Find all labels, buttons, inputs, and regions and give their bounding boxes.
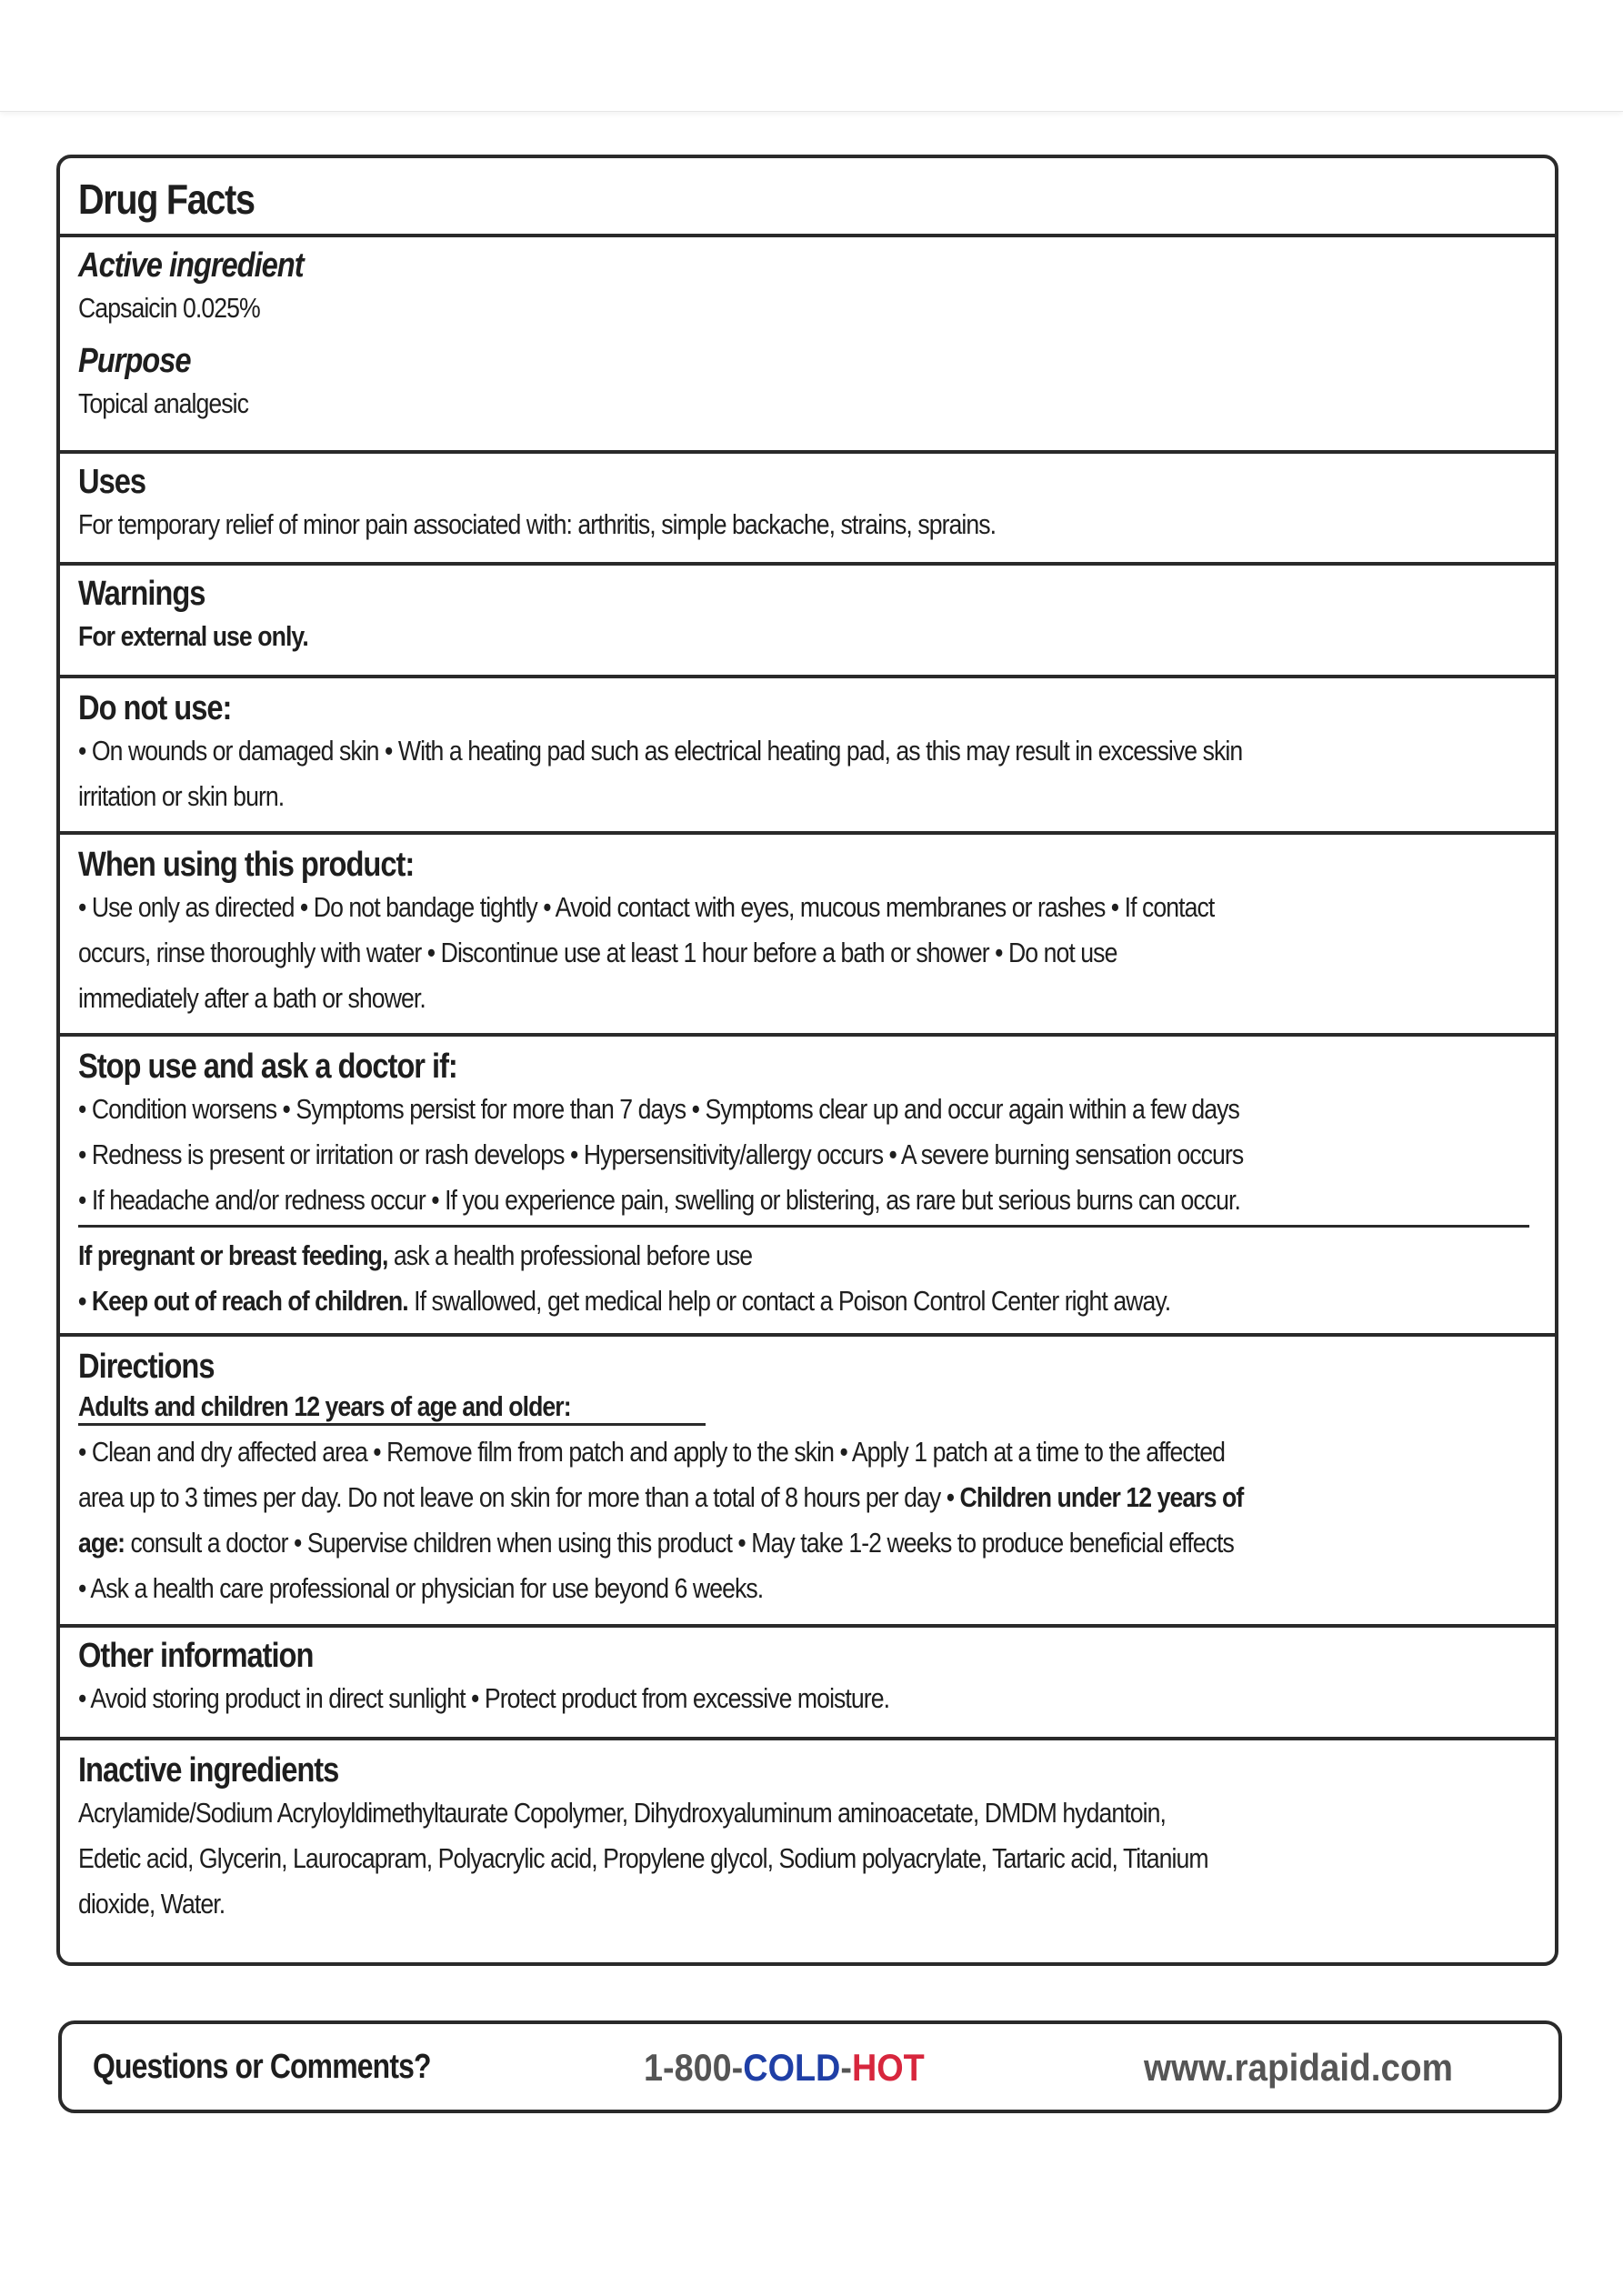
inactive-ingredients-line: dioxide, Water. xyxy=(78,1888,225,1920)
warnings-text: For external use only. xyxy=(78,620,308,652)
children-warning xyxy=(78,1278,1533,1324)
do-not-use-line: irritation or skin burn. xyxy=(78,780,285,812)
when-using-line: • Use only as directed • Do not bandage tightly • Avoid contact with eyes, mucous membranes or rashes • If contact xyxy=(78,891,1215,923)
directions-line-bold: age: xyxy=(78,1527,125,1559)
stop-use-line: • Condition worsens • Symptoms persist for more than 7 days • Symptoms clear up and occur again within a few days xyxy=(78,1093,1239,1125)
phone-hot: HOT xyxy=(851,2046,925,2089)
other-information-heading: Other information xyxy=(78,1637,314,1675)
pregnancy-warning xyxy=(78,1233,1533,1278)
do-not-use-line: • On wounds or damaged skin • With a heating pad such as electrical heating pad, as this may result in excessive skin xyxy=(78,735,1243,767)
other-information-section xyxy=(60,1628,1555,1740)
contact-label: Questions or Comments? xyxy=(93,2048,431,2086)
inactive-ingredients-line: Acrylamide/Sodium Acryloyldimethyltaurate Copolymer, Dihydroxyaluminum aminoacetate, DMDM hydantoin, xyxy=(78,1797,1166,1829)
website-link[interactable]: www.rapidaid.com xyxy=(1144,2046,1453,2089)
stop-use-line: • If headache and/or redness occur • If you experience pain, swelling or blistering, as rare but serious burns can occur. xyxy=(78,1184,1240,1216)
when-using-line: occurs, rinse thoroughly with water • Discontinue use at least 1 hour before a bath or shower • Do not use xyxy=(78,937,1117,968)
children-warning-text: If swallowed, get medical help or contact a Poison Control Center right away. xyxy=(407,1285,1171,1317)
inactive-ingredients-section xyxy=(60,1740,1555,1959)
active-ingredient-text: Capsaicin 0.025% xyxy=(78,292,260,324)
when-using-section xyxy=(60,835,1555,1037)
stop-use-section xyxy=(60,1037,1555,1337)
do-not-use-section xyxy=(60,678,1555,835)
children-warning-bold: • Keep out of reach of children. xyxy=(78,1285,408,1317)
pregnancy-warning-bold: If pregnant or breast feeding, xyxy=(78,1239,388,1271)
active-ingredient-section xyxy=(60,237,1555,454)
uses-heading: Uses xyxy=(78,463,146,501)
directions-heading: Directions xyxy=(78,1348,215,1386)
uses-text: For temporary relief of minor pain associated with: arthritis, simple backache, strains, sprains. xyxy=(78,508,997,540)
directions-line-text: area up to 3 times per day. Do not leave on skin for more than a total of 8 hours per day • xyxy=(78,1481,960,1513)
section-divider xyxy=(78,1225,1529,1228)
purpose-text: Topical analgesic xyxy=(78,387,248,419)
phone-dash: - xyxy=(840,2046,852,2089)
page-top-band xyxy=(0,0,1623,112)
purpose-heading: Purpose xyxy=(78,342,191,380)
directions-subheading: Adults and children 12 years of age and older: xyxy=(78,1390,571,1422)
when-using-heading: When using this product: xyxy=(78,846,415,884)
directions-line: • Ask a health care professional or physician for use beyond 6 weeks. xyxy=(78,1572,764,1604)
directions-line: • Clean and dry affected area • Remove film from patch and apply to the skin • Apply 1 patch at a time to the affected xyxy=(78,1436,1226,1468)
inactive-ingredients-line: Edetic acid, Glycerin, Laurocapram, Polyacrylic acid, Propylene glycol, Sodium polyacrylate, Tartaric acid, Titanium xyxy=(78,1842,1208,1874)
drug-facts-header xyxy=(60,158,1555,237)
phone-prefix: 1-800- xyxy=(644,2046,744,2089)
uses-section xyxy=(60,454,1555,566)
warnings-section xyxy=(60,566,1555,678)
drug-facts-title: Drug Facts xyxy=(78,175,255,223)
directions-line xyxy=(78,1475,1533,1520)
directions-line-text: consult a doctor • Supervise children when using this product • May take 1-2 weeks to produce beneficial effects xyxy=(125,1527,1234,1559)
phone-number-link[interactable] xyxy=(644,2046,925,2090)
do-not-use-heading: Do not use: xyxy=(78,689,232,727)
directions-section xyxy=(60,1337,1555,1628)
stop-use-heading: Stop use and ask a doctor if: xyxy=(78,1048,457,1086)
phone-cold: COLD xyxy=(743,2046,841,2089)
pregnancy-warning-text: ask a health professional before use xyxy=(387,1239,753,1271)
drug-facts-panel xyxy=(56,155,1558,1966)
stop-use-line: • Redness is present or irritation or rash develops • Hypersensitivity/allergy occurs • A severe burning sensation occurs xyxy=(78,1138,1244,1170)
other-information-text: • Avoid storing product in direct sunlight • Protect product from excessive moisture. xyxy=(78,1682,890,1714)
contact-panel xyxy=(58,2020,1562,2113)
directions-line-bold: Children under 12 years of xyxy=(959,1481,1244,1513)
warnings-heading: Warnings xyxy=(78,575,205,613)
active-ingredient-heading: Active ingredient xyxy=(78,246,304,285)
when-using-line: immediately after a bath or shower. xyxy=(78,982,426,1014)
inactive-ingredients-heading: Inactive ingredients xyxy=(78,1751,339,1790)
directions-line xyxy=(78,1520,1533,1566)
